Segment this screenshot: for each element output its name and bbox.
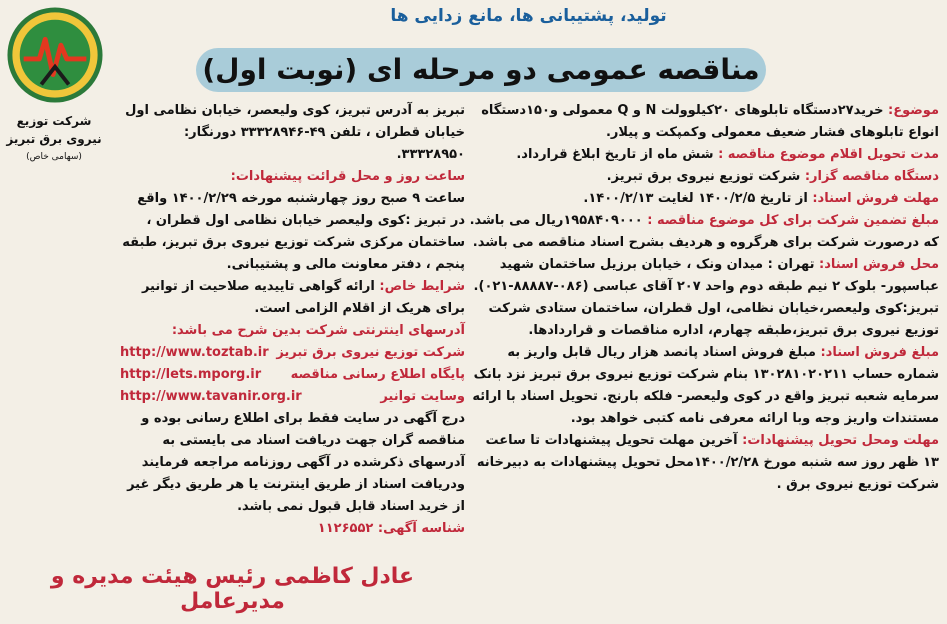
- sale-location-section: [469, 254, 939, 342]
- opening-label: ساعت روز و محل قرائت پیشنهادات:: [230, 169, 465, 184]
- address-text: تبریز به آدرس تبریز، کوی ولیعصر، خیابان نظامی اول خیابان قطران ، تلفن ۴۹-۳۳۳۲۸۹۴۶ دورنگار: ۳۳۳۲۸۹۵۰.: [125, 103, 465, 162]
- submission-label: مهلت ومحل تحویل پیشنهادات:: [742, 433, 939, 448]
- tender-info-column: [120, 100, 465, 540]
- page-title: مناقصه عمومی دو مرحله ای (نوبت اول): [196, 48, 766, 92]
- link-tavanir[interactable]: http://www.tavanir.org.ir: [120, 389, 302, 404]
- signature: عادل کاظمی رئیس هیئت مدیره و مدیرعامل: [50, 564, 415, 614]
- guarantee-section: [469, 210, 939, 254]
- link-label-toztab: شرکت توزیع نیروی برق تبریز: [276, 345, 465, 360]
- document-fee-text: مبلغ فروش اسناد پانصد هزار ریال قابل واریز به شماره حساب ۱۳۰۲۸۱۰۲۰۲۱۱ بنام شرکت توزیع نیروی برق تبریز نزد بانک سرمایه شعبه تبریز واقع در کوی ولیعصر- فلکه بارنج. تحویل اسناد با ارائه مستندات واریز وجه وبا ارائه معرفی نامه کتبی خواهد بود.: [472, 345, 939, 426]
- company-name-line1: شرکت توزیع: [16, 114, 92, 128]
- sale-location-text: تهران : میدان ونک ، خیابان برزیل ساختمان شهید عباسپور- بلوک ۲ نیم طبقه دوم واحد ۲۰۷ آقای عباسی (۰۸۶-۸۸۸۸۷-۰۲۱). تبریز:کوی ولیعصر،خیابان نظامی، اول قطران، ساختمان ستادی شرکت توزیع نیروی برق تبریز،طبقه چهارم، اداره مناقصات و قراردادها.: [473, 257, 939, 338]
- sale-period-section: [469, 188, 939, 210]
- delivery-section: [469, 144, 939, 166]
- link-row-tavanir: [120, 386, 465, 408]
- sites-label: آدرسهای اینترنتی شرکت بدین شرح می باشد:: [171, 323, 465, 338]
- company-name-line2: نیروی برق تبریز: [6, 132, 102, 146]
- special-conditions: [120, 276, 465, 320]
- subject-section: [469, 100, 939, 144]
- submission-section: [469, 430, 939, 496]
- organizer-text: شرکت توزیع نیروی برق تبریز.: [606, 169, 801, 184]
- delivery-text: شش ماه از تاریخ ابلاغ قرارداد.: [516, 147, 714, 162]
- opening-text: ساعت ۹ صبح روز چهارشنبه مورخه ۱۴۰۰/۲/۲۹ واقع در تبریز :کوی ولیعصر خیابان نظامی اول قطران ، ساختمان مرکزی شرکت توزیع نیروی برق تبریز، طبقه پنجم ، دفتر معاونت مالی و پشتیبانی.: [122, 191, 465, 272]
- organizer-section: [469, 166, 939, 188]
- notice-text: درج آگهی در سایت فقط برای اطلاع رسانی بوده و مناقصه گران جهت دریافت اسناد می بایستی به آدرسهای ذکرشده در آگهی روزنامه مراجعه فرمایند ودریافت اسناد از طریق اینترنت یا هر طریق دیگر غیر از خرید اسناد قابل قبول نمی باشد.: [127, 411, 465, 514]
- company-name: [6, 112, 102, 166]
- guarantee-text: ۱۹۵۸۴۰۹۰۰۰ریال می باشد. که درصورت شرکت برای هرگروه و هردیف بشرح اسناد مناقصه می باشد.: [469, 213, 939, 250]
- organizer-label: دستگاه مناقصه گزار:: [804, 169, 939, 184]
- subject-label: موضوع:: [888, 103, 939, 118]
- company-type: (سهامی خاص): [26, 152, 82, 162]
- special-label: شرایط خاص:: [379, 279, 465, 294]
- sale-period-text: از تاریخ ۱۴۰۰/۲/۵ لغایت ۱۴۰۰/۲/۱۳.: [583, 191, 808, 206]
- guarantee-label: مبلغ تضمین شرکت برای کل موضوع مناقصه :: [647, 213, 939, 228]
- submission-text: آخرین مهلت تحویل پیشنهادات تا ساعت ۱۳ ظهر روز سه شنبه مورخ ۱۴۰۰/۲/۲۸محل تحویل پیشنهادات به دبیرخانه شرکت توزیع نیروی برق .: [476, 433, 939, 492]
- power-company-logo: [6, 6, 104, 104]
- link-row-toztab: [120, 342, 465, 364]
- subject-text: خرید۲۷دستگاه تابلوهای ۲۰کیلوولت N و Q معمولی و۱۵۰دستگاه انواع تابلوهای فشار ضعیف معمولی وکمپکت و پیلار.: [481, 103, 939, 140]
- document-fee-section: [469, 342, 939, 430]
- link-label-mporg: پایگاه اطلاع رسانی مناقصه: [290, 367, 465, 382]
- link-row-mporg: [120, 364, 465, 386]
- link-mporg[interactable]: http://lets.mporg.ir: [120, 367, 262, 382]
- document-fee-label: مبلغ فروش اسناد:: [820, 345, 939, 360]
- ad-id-value: ۱۱۲۶۵۵۲: [317, 521, 374, 536]
- sale-period-label: مهلت فروش اسناد:: [812, 191, 939, 206]
- link-label-tavanir: وسایت توانیر: [380, 389, 465, 404]
- ad-id-label: شناسه آگهی:: [377, 521, 465, 536]
- tender-details-column: [469, 100, 939, 496]
- slogan: تولید، پشتیبانی ها، مانع زدایی ها: [390, 6, 667, 26]
- special-text: ارائه گواهی تاییدیه صلاحیت از توانیر برای هریک از اقلام الزامی است.: [141, 279, 465, 316]
- delivery-label: مدت تحویل اقلام موضوع مناقصه :: [718, 147, 939, 162]
- link-toztab[interactable]: http://www.toztab.ir: [120, 345, 269, 360]
- sale-location-label: محل فروش اسناد:: [819, 257, 939, 272]
- ad-id: [120, 518, 465, 540]
